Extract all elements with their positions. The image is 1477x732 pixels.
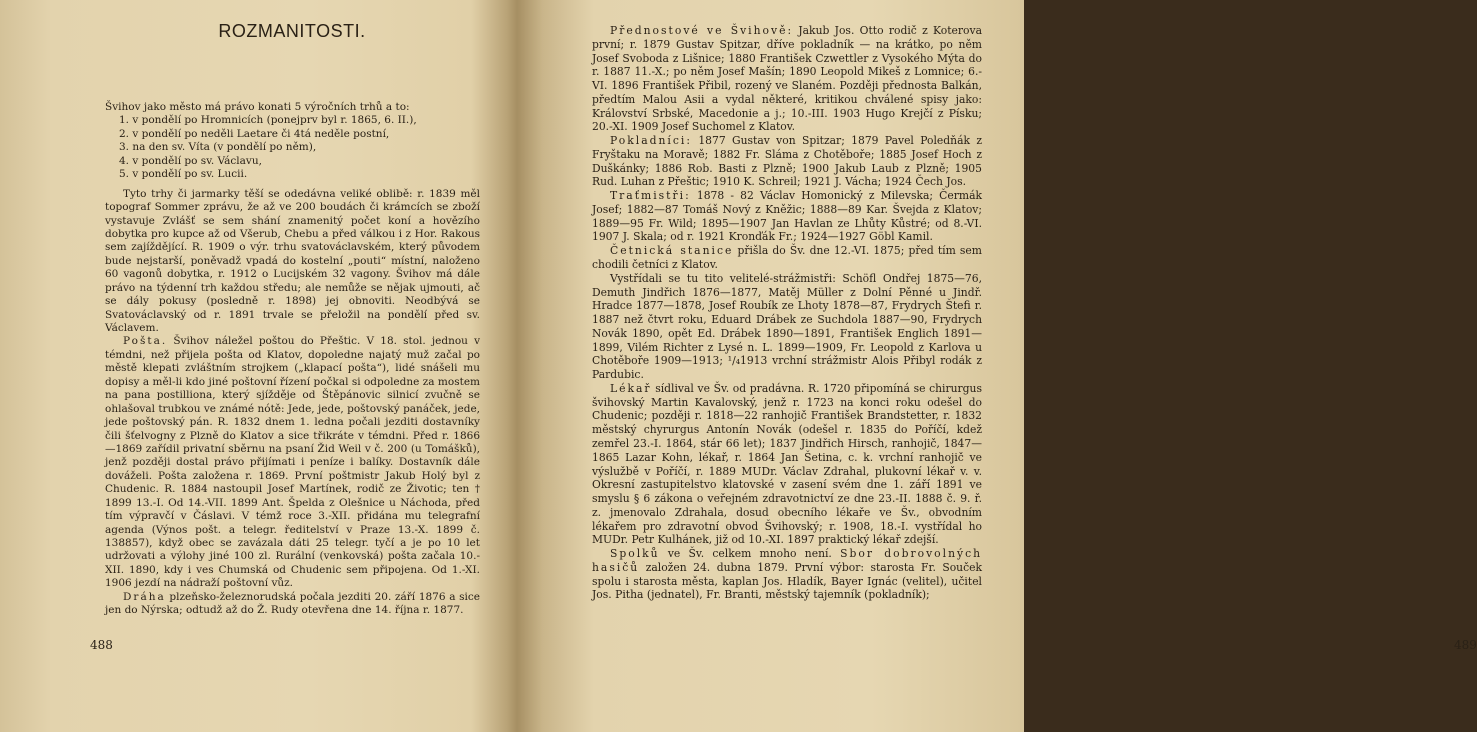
firefighters-text: založen 24. dubna 1879. První výbor: starosta Fr. Souček spolu i starosta města, kaplan Jos. Hladík, Bayer Ignác (velitel), učitel Jos. Pitha (jednatel), Fr. Branti, městský tajemník (pokladník); [592,560,982,602]
post-text: Švihov náležel poštou do Přeštic. V 18. stol. jednou v témdni, než přijela pošta od Klatov, dopoledne najatý muž začal po městě klepati zvláštním strojkem („klapací pošta“), lidé snášeli mu dopisy a měl-li kdo jiné poštovní řízení počkal si odpoledne za mostem na pana postilliona, který sjížděje od Štěpánovic silnicí zvučně se ohlašoval trubkou ve známé nótě: Jede, jede, poštovský panáček, jede, jede poštovský pán. R. 1832 dnem 1. ledna počali jezditi dostavníky čili šťelvogny z Plzně do Klatov a sice třikráte v témdni. Před r. 1866—1869 zařídil privatní sběrnu na psaní Žid Weil v č. 200 (u Tomášků), jenž později dostal právo přijímati i peníze i balíky. Dostavník dále dováželi. Pošta založena r. 1869. První poštmistr Jakub Holý byl z Chudenic. R. 1884 nastoupil Josef Martínek, rodič ze Životic; ten † 1899 13.-I. Od 14.-VII. 1899 Ant. Špelda z Olešnice u Náchoda, před tím výpravčí v Čáslavi. V témž roce 3.-XII. přidána mu telegrafní agenda (Výnos pošt. a telegr. ředitelství v Praze 13.-X. 1899 č. 138857), když obec se zavázala dáti 25 telegr. tyčí a je po 10 let udržovati a výlohy jiné 100 zl. Rurální (venkovská) pošta začala 10.-XII. 1890, kdy i ves Chumská od Chudenic sem připojena. Od 1.-XI. 1906 jezdí na nádraží poštovní vůz. [105,335,480,590]
railway-paragraph [105,591,480,618]
trackmasters-paragraph [592,189,982,244]
doctor-heading: Lékař [610,381,652,395]
railway-heading: Dráha [123,590,166,603]
commanders-paragraph: Vystřídali se tu tito velitelé-strážmistři: Schöfl Ondřej 1875—76, Demuth Jindřich 1876—1877, Matěj Müller z Dolní Pěnné u Jindř. Hradce 1877—1878, Josef Roubík ze Lhoty 1878—87, Frydrych Štefi r. 1887 než čtvrt roku, Eduard Drábek ze Suchdola 1887—90, Frydrych Novák 1890, opět Ed. Drábek 1890—1891, František Englich 1891—1899, Vilém Richter z Lysé n. L. 1899—1909, Fr. Leopold z Karlova u Chotěboře 1909—1913; ¹/₄1913 vrchní strážmistr Alois Přibyl rodák z Pardubic. [592,271,982,382]
list-item: 4. v pondělí po sv. Václavu, [119,154,262,167]
cashiers-heading: Pokladníci: [610,134,692,148]
left-page-body [105,101,480,618]
right-page-body [592,24,982,602]
stationmasters-text: Jakub Jos. Otto rodič z Koterova první; r. 1879 Gustav Spitzar, dříve pokladník — na krátko, po něm Josef Svoboda z Lišnice; 1880 František Czwettler z Vysokého Mýta do r. 1887 11.-X.; po něm Josef Mašín; 1890 Leopold Mikeš z Lomnice; 6.-VI. 1896 František Přibil, rozený ve Slaném. Později přednosta Balkán, předtím Malou Asii a vydal některé, kritikou chválené spisy jako: Království Srbské, Macedonie a j.; 10.-III. 1903 Hugo Krejčí z Písku; 20.-XI. 1909 Josef Suchomel z Klatov. [592,24,982,134]
societies-text: ve Šv. celkem mnoho není. [667,547,832,561]
gendarmerie-heading: Četnická stanice [610,244,734,258]
list-item: 1. v pondělí po Hromnicích (ponejprv byl r. 1865, 6. II.), [119,114,417,127]
page-title: ROZMANITOSTI. [218,21,366,41]
trackmasters-heading: Traťmistři: [610,189,691,203]
right-page [512,0,1477,732]
fair-list [105,114,480,181]
gendarmerie-text: přišla do Šv. dne 12.-VI. 1875; před tím sem chodili četníci z Klatov. [592,244,982,272]
list-item: 3. na den sv. Víta (v pondělí po něm), [119,141,317,154]
intro-paragraph: Švihov jako město má právo konati 5 výročních trhů a to: [105,101,410,113]
page-number-right: 489 [1454,638,1477,652]
fairs-paragraph: Tyto trhy či jarmarky těší se odedávna veliké oblibě: r. 1839 měl topograf Sommer zprávu, že až ve 200 boudách či krámcích se zboží vystavuje Zvlášť se sem shání znamenitý počet koní a hovězího dobytka pro kupce až od Všerub, Chebu a před válkou i z Hor. Rakous sem zajíždějící. R. 1909 o výr. trhu svatováclavském, který původem bude nejstarší, poněvadž vpadá do kostelní „pouti“ místní, naloženo 60 vagonů dobytka, r. 1912 o Lucijském 32 vagony. Švihov má dále právo na týdenní trh každou středu; ale nemůže se nějak ujmouti, ač se dály pokusy (posledně r. 1898) jej obnoviti. Neodbývá se Svatováclavský od r. 1891 trvale se přeložil na pondělí před sv. Václavem. [105,187,480,334]
post-paragraph [105,335,480,590]
doctor-paragraph [592,382,982,547]
stationmasters-heading: Přednostové ve Švihově: [610,24,794,37]
list-item: 2. v pondělí po neděli Laetare či 4tá neděle postní, [119,127,390,140]
cashiers-text: 1877 Gustav von Spitzar; 1879 Pavel Poledňák z Fryštaku na Moravě; 1882 Fr. Sláma z Chotěboře; 1885 Josef Hoch z Duškánky; 1886 Rob. Basti z Plzně; 1900 Jakub Laub z Plzně; 1905 Rud. Luhan z Přeštic; 1910 K. Schreil; 1921 J. Vácha; 1924 Čech Jos. [592,134,983,189]
doctor-text: sídlival ve Šv. od pradávna. R. 1720 připomíná se chirurgus švihovský Martin Kavalovský, jenž r. 1723 na konci roku odešel do Chudenic; později r. 1818—22 ranhojič František Brandstetter, r. 1832 městský chyrurgus Antonín Novák (odešel r. 1835 do Poříčí, kdež zemřel 23.-I. 1864, stár 66 let); 1837 Jindřich Hirsch, ranhojič, 1847—1865 Lazar Kohn, lékař, r. 1864 Jan Šetina, c. k. vrchní ranhojič ve výslužbě v Poříčí, r. 1889 MUDr. Václav Zdrahal, plukovní lékař v. v. Okresní zastupitelstvo klatovské v zasení svém dne 1. září 1891 ve smyslu § 6 zákona o veřejném zdravotnictví ze dne 23.-II. 1888 č. 9. ř. z. jmenovalo Zdrahala, dosud obecního lékaře ve Šv., obvodním lékařem pro zdravotní obvod Švihovský; r. 1908, 18.-I. vystřídal ho MUDr. Petr Kulhánek, již od 10.-XI. 1897 praktický lékař zdejší. [592,381,982,547]
firefighters-heading: Sbor dobrovolných hasičů [592,547,983,574]
gendarmerie-paragraph [592,244,982,272]
post-heading: Pošta. [123,335,168,348]
left-page [0,0,512,732]
stationmasters-paragraph [592,24,982,134]
railway-text: plzeňsko-železnorudská počala jezditi 20. září 1876 a sice jen do Nýrska; odtudž až do Ž. Rudy otevřena dne 14. října r. 1877. [105,590,480,617]
societies-paragraph [592,547,982,602]
page-number-left: 488 [90,638,113,652]
societies-heading: Spolků [610,547,660,561]
list-item: 5. v pondělí po sv. Lucii. [119,168,248,181]
cashiers-paragraph [592,134,982,189]
trackmasters-text: 1878 - 82 Václav Homonický z Milevska; Čermák Josef; 1882—87 Tomáš Nový z Kněžic; 1888—89 Kar. Švejda z Klatov; 1889—95 Fr. Wild; 1895—1907 Jan Havlan ze Lhůty Kůstré; od 8.-VI. 1907 J. Skala; od r. 1921 Kronďák Fr.; 1924—1927 Göbl Kamil. [592,189,982,244]
